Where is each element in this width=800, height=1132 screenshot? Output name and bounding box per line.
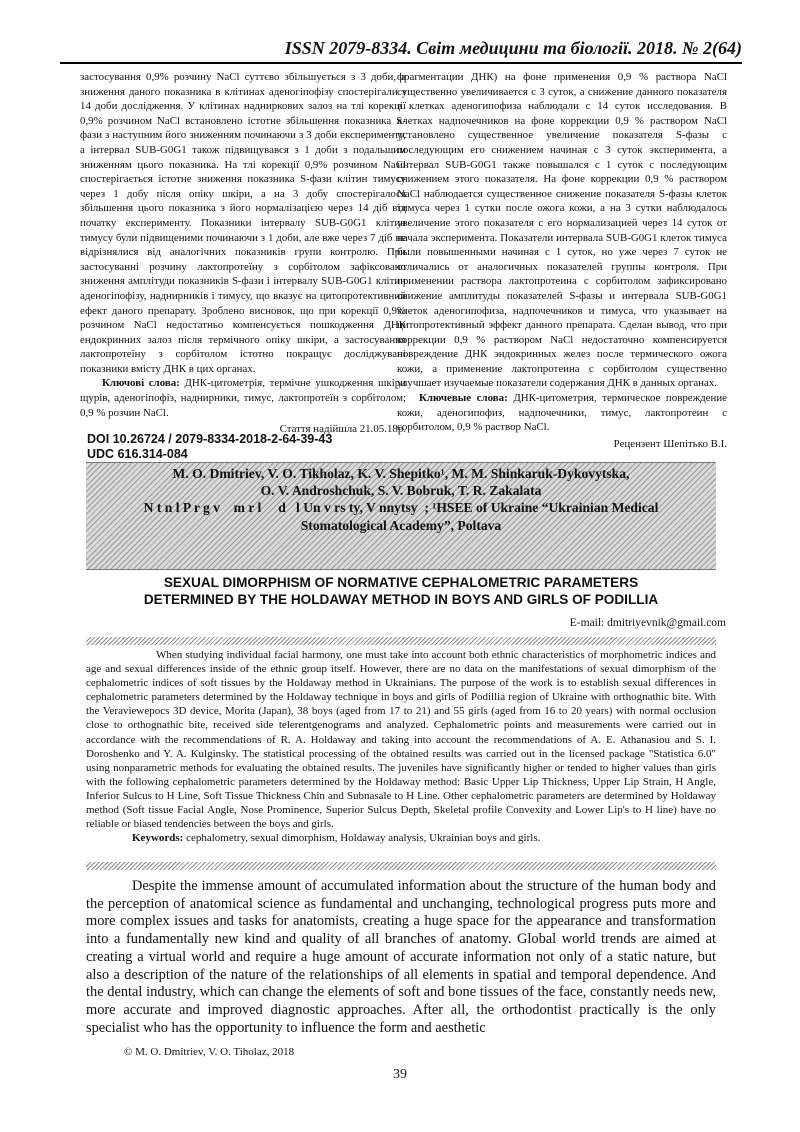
doi: DOI 10.26724 / 2079-8334-2018-2-64-39-43 <box>87 432 333 446</box>
right-keywords <box>397 391 727 435</box>
title-line-1: SEXUAL DIMORPHISM OF NORMATIVE CEPHALOMETRIC PARAMETERS <box>163 575 639 590</box>
right-column <box>397 70 727 451</box>
right-keywords-text: ДНК-цитометрия, термическое повреждение кожи, аденогипофиз, надпочечники, тимус, лактопротеин с сорбитолом, 0,9 % раствор NaCl. <box>397 392 727 434</box>
left-keywords-text: ДНК-цитометрія, термічне ушкодження шкіри щурів, аденогіпофіз, наднирники, тимус, лактопротеїн з сорбітолом; 0,9 % розчин NaCl. <box>80 377 406 419</box>
body-paragraph: Despite the immense amount of accumulated information about the structure of the human body and the perception of anatomical science as fundamental and unchanging, technological progress puts more and more complex issues and tasks for anatomists, creating a huge space for the appearance and transformation into a fundamentally new kind and quality of all branches of anatomy. Global world trends are aimed at creating a virtual world and require a huge amount of accurate information not only of a static nature, but also a description of the nature of the relationships of all elements in spatial and temporal dependence. And the dental industry, which can change the elements of soft and bone tissues of the face, constantly needs new, more accurate and improved diagnostic approaches. After all, the orthodontist practically is the only specialist who has the opportunity to influence the form and aesthetic <box>86 878 716 1036</box>
body-text <box>86 878 716 1037</box>
reviewer: Рецензент Шепітько В.І. <box>613 437 727 450</box>
authors-block <box>86 462 716 570</box>
article-received-date: Стаття надійшла 21.05.18р. <box>279 423 406 436</box>
contact-email: E-mail: dmitriyevnik@gmail.com <box>569 617 726 629</box>
left-column <box>80 70 406 437</box>
title-line-2: DETERMINED BY THE HOLDAWAY METHOD IN BOYS AND GIRLS OF PODILLIA <box>143 592 659 607</box>
left-column-paragraph: застосування 0,9% розчину NaCl суттєво збільшується з 3 доби, а зниження даного показника в клітинах аденогіпофізу спостерігали з 14 доби дослідження. У клітинах надниркових залоз на тлі корекції 0,9% розчином NaCl встановлено істотне збільшення показника S-фази з наступним його зниженням починаючи з 3 доби експерименту, а інтервал SUB-G0G1 також підвищувався з 1 доби з подальшим зниженням цього показника. На тлі корекції 0,9% розчином NaCl спостерігається істотне зниження показника S-фази клітин тимусу через 1 добу після опіку шкіри, а на 3 добу спостерігалося збільшення цього показника з його нормалізацією через 14 діб від початку експерименту. Показники інтервалу SUB-G0G1 клітин тимусу були підвищеними починаючи з 1 доби, але вже через 7 діб не відрізнялися від аналогічних показників групи контролю. При застосуванні розчину лактопротеїну з сорбітолом зафіксовано зниження амплітуди показників S-фази і інтервалу SUB-G0G1 клітин аденогіпофізу, наднирників і тимусу, що вказує на цитопротективний ефект даного препарату. Зроблено висновок, що при корекції 0,9% розчином NaCl недостатньо компенсується пошкодження ДНК ендокринних залоз після термічного опіку шкіри, а застосування лактопротеїну з сорбітолом істотно покращує досліджувані показники вмісту ДНК в цих органах. <box>80 71 406 375</box>
affiliation-line-1: N t n l P r g v m r l d l Un v rs ty, V nnytsy ; ¹HSEE of Ukraine “Ukrainian Medical <box>143 500 659 516</box>
abstract-keywords <box>86 831 716 845</box>
right-column-paragraph: фрагментации ДНК) на фоне применения 0,9 % раствора NaCl существенно увеличивается с 3 суток, а снижение данного показателя в клетках аденогипофиза наблюдали с 14 суток исследования. В клетках надпочечников на фоне коррекции 0,9 % раствором NaCl установлено существенное увеличение показателя S-фазы с последующим его снижением начиная с 3 суток эксперимента, а интервал SUB-G0G1 также повышался с 1 суток с последующим снижением этого показателя. На фоне коррекции 0,9 % раствором NaCl наблюдается существенное снижение показателя S-фазы клеток тимуса через 1 сутки после ожога кожи, а на 3 сутки наблюдалось увеличение этого показателя с его нормализацией через 14 суток от начала эксперимента. Показатели интервала SUB-G0G1 клеток тимуса были повышенными начиная с 1 суток, но уже через 7 суток не отличались от аналогичных показателей группы контроля. При применении раствора лактопротеина с сорбитолом зафиксировано снижение амплитуды показателей S-фазы и интервала SUB-G0G1 клеток аденогипофиза, надпочечников и тимуса, что указывает на цитопротективный эффект данного препарата. Сделан вывод, что при коррекции 0,9 % раствором NaCl недостаточно компенсируется повреждение ДНК эндокринных желез после термического ожога кожи, а применение лактопротеина с сорбитолом существенно улучшает изучаемые показатели содержания ДНК в данных органах. <box>397 71 727 390</box>
abstract-top-divider <box>86 637 716 645</box>
copyright: © M. O. Dmitriev, V. O. Tiholaz, 2018 <box>124 1046 295 1058</box>
abstract-keywords-label: Keywords: <box>132 832 184 845</box>
journal-header: ISSN 2079-8334. Світ медицини та біології. 2018. № 2(64) <box>284 38 742 58</box>
authors-line-1: M. O. Dmitriev, V. O. Tikholaz, K. V. Shepitko¹, M. M. Shinkaruk-Dykovytska, <box>172 466 630 481</box>
abstract-keywords-text: cephalometry, sexual dimorphism, Holdaway analysis, Ukrainian boys and girls. <box>183 832 541 845</box>
left-keywords <box>80 376 406 420</box>
authors-line-2: O. V. Androshchuk, S. V. Bobruk, T. R. Zakalata <box>260 483 542 499</box>
right-keywords-label: Ключевые слова: <box>419 392 508 405</box>
abstract-bottom-divider <box>86 862 716 870</box>
udc: UDC 616.314-084 <box>87 447 188 461</box>
abstract-text: When studying individual facial harmony, one must take into account both ethnic characteristics of morphometric indices and age and sexual differences inside of the ethnic group itself. However, there are no data on the manifestations of sexual dimorphism of the cephalometric indices of soft tissues by the Holdaway method in Ukrainians. The purpose of the work is to establish sexual differences in cephalometric parameters determined by the Holdaway technique in boys and girls of Podillia region of Ukraine with orthognathic bite. With the Veraviewepocs 3D device, Morita (Japan), 38 boys (aged from 17 to 21) and 55 girls (aged from 16 to 20 years) with normal occlusion close to orthognathic bite, received side telerentgenograms and analyzed. Cephalometric points and measurements were carried out in accordance with the recommendations of R. A. Holdaway and taking into account the recommendations of A. E. Athanasiou and S. I. Doroshenko and Y. A. Kulginsky. The statistical processing of the obtained results was carried out in the licensed package "Statistica 6.0" using nonparametric methods for evaluating the obtained results. The juveniles have significantly higher or tended to higher values than girls with the following cephalometric parameters determined by the Holdaway method: Basic Upper Lip Thickness, Upper Lip Strain, H Angle, Inferior Sulcus to H Line, Soft Tissue Thickness Chin and Subnasale to H Line. Other cephalometric parameters are determined by Holdaway method (Soft tissue Facial Angle, Nose Prominence, Superior Sulcus Depth, Skeletal profile Convexity and Lower Lip's to H line) have no reliable or biased tendencies between the boys and girls. <box>86 649 716 831</box>
affiliation-line-2: Stomatological Academy”, Poltava <box>300 517 502 533</box>
article-title <box>86 574 716 608</box>
abstract <box>86 648 716 845</box>
header-rule <box>60 62 742 64</box>
left-keywords-label: Ключові слова: <box>102 377 180 390</box>
article-identifiers <box>87 432 332 462</box>
page-number: 39 <box>393 1067 407 1082</box>
